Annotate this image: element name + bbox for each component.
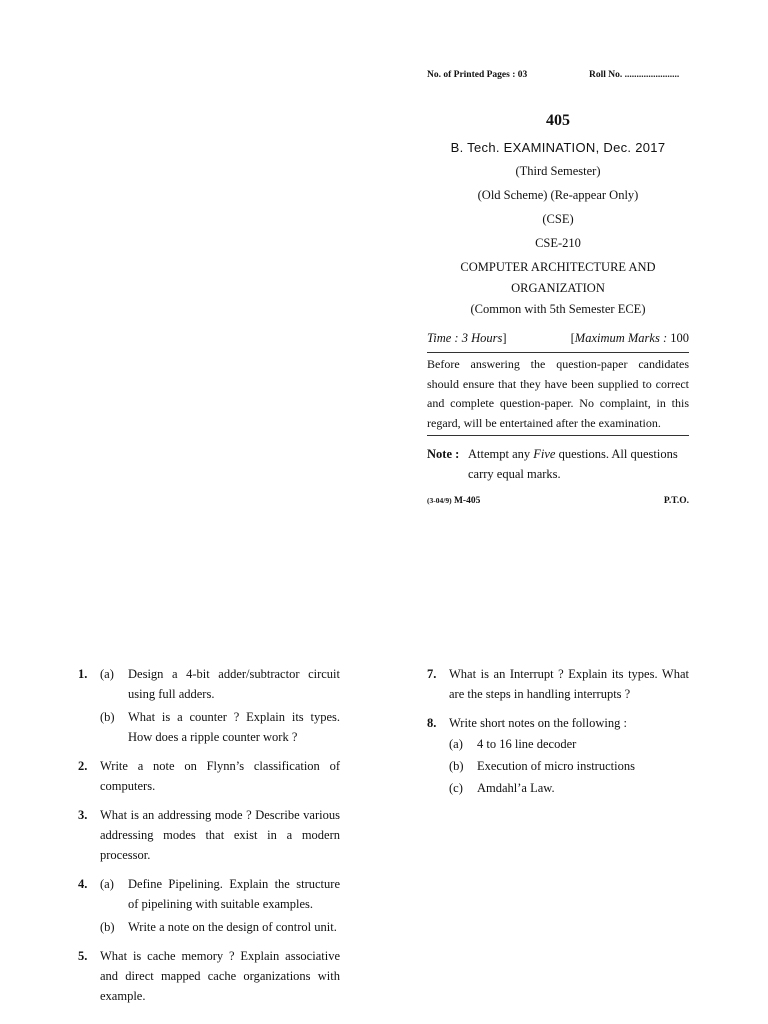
time-bracket: ] [502,331,507,345]
note-text-after: questions. All questions carry equal marks. [468,447,678,481]
paper-code: 405 [546,112,570,129]
question-text: Write short notes on the following : [449,716,627,730]
part-label: (a) [100,877,114,891]
question-number: 8. [427,716,437,730]
note-text-before: Attempt any [468,447,534,461]
header-line [427,70,689,86]
time-label: Time : 3 Hours [427,331,503,345]
sub-label: (c) [449,781,463,795]
question-part [100,664,340,704]
part-text: Write a note on the design of control unit. [128,920,337,934]
pto-label: P.T.O. [663,496,689,506]
subject-line-1: COMPUTER ARCHITECTURE AND [460,260,656,274]
page-footer [427,496,689,510]
question-text: What is an addressing mode ? Describe various addressing modes that exist in a modern processor. [100,808,340,862]
question-part [100,707,340,747]
sub-label: (b) [449,759,464,773]
semester: (Third Semester) [515,164,601,178]
part-text: Design a 4-bit adder/subtractor circuit using full adders. [128,667,340,701]
question-number: 4. [78,877,88,891]
question-number: 1. [78,667,88,681]
question-item [78,805,340,865]
part-label: (b) [100,710,115,724]
subject-line-2: ORGANIZATION [511,281,605,295]
part-text: Define Pipelining. Explain the structure of pipelining with suitable examples. [128,877,340,911]
sub-text: Amdahl’a Law. [477,781,555,795]
divider-bottom [427,435,689,436]
question-item [78,756,340,796]
sub-text: 4 to 16 line decoder [477,737,577,751]
question-number: 7. [427,667,437,681]
exam-title: B. Tech. EXAMINATION, Dec. 2017 [450,140,666,155]
note-emphasis: Five [533,447,556,461]
question-text: Write a note on Flynn’s classification of computers. [100,759,340,793]
question-item [78,874,340,937]
sub-text: Execution of micro instructions [477,759,635,773]
question-item [78,664,340,747]
question-part [100,917,340,937]
maximum-marks [571,331,689,346]
question-number: 3. [78,808,88,822]
question-item [427,713,689,799]
marks-value: 100 [670,331,689,345]
question-item [427,664,689,704]
marks-bracket: [ [570,331,575,345]
note [427,444,689,484]
question-number: 5. [78,949,88,963]
question-text: What is an Interrupt ? Explain its types. What are the steps in handling interrupts ? [449,667,689,701]
printed-pages: No. of Printed Pages : 03 [427,70,528,80]
question-number: 2. [78,759,88,773]
question-text: What is cache memory ? Explain associative and direct mapped cache organizations with example. [100,949,340,1003]
footer-code-main: M-405 [453,496,481,506]
question-part [100,874,340,914]
sub-item [449,755,689,777]
footer-code-small: (3-04/9) [427,496,452,505]
sub-item [449,777,689,799]
sub-label: (a) [449,737,463,751]
roll-number: Roll No. ....................... [589,70,680,80]
scheme: (Old Scheme) (Re-appear Only) [477,188,639,202]
questions-right-column [427,664,689,808]
questions-left-column [78,664,340,1015]
question-item [78,946,340,1006]
footer-code [427,496,480,506]
course-code: CSE-210 [535,236,581,250]
common-with: (Common with 5th Semester ECE) [470,302,646,316]
sub-item [449,733,689,755]
note-label: Note : [427,447,460,461]
time-allowed [427,331,507,346]
marks-label: Maximum Marks : [574,331,668,345]
instruction-text: Before answering the question-paper candidates should ensure that they have been supplied to correct and complete question-paper. No complaint, in this regard, will be entertained after the examination. [427,357,689,430]
time-marks-row [427,331,689,349]
part-label: (b) [100,920,115,934]
branch: (CSE) [542,212,574,226]
subject-title [427,257,689,299]
cover-page [427,70,689,510]
part-label: (a) [100,667,114,681]
part-text: What is a counter ? Explain its types. How does a ripple counter work ? [128,710,340,744]
